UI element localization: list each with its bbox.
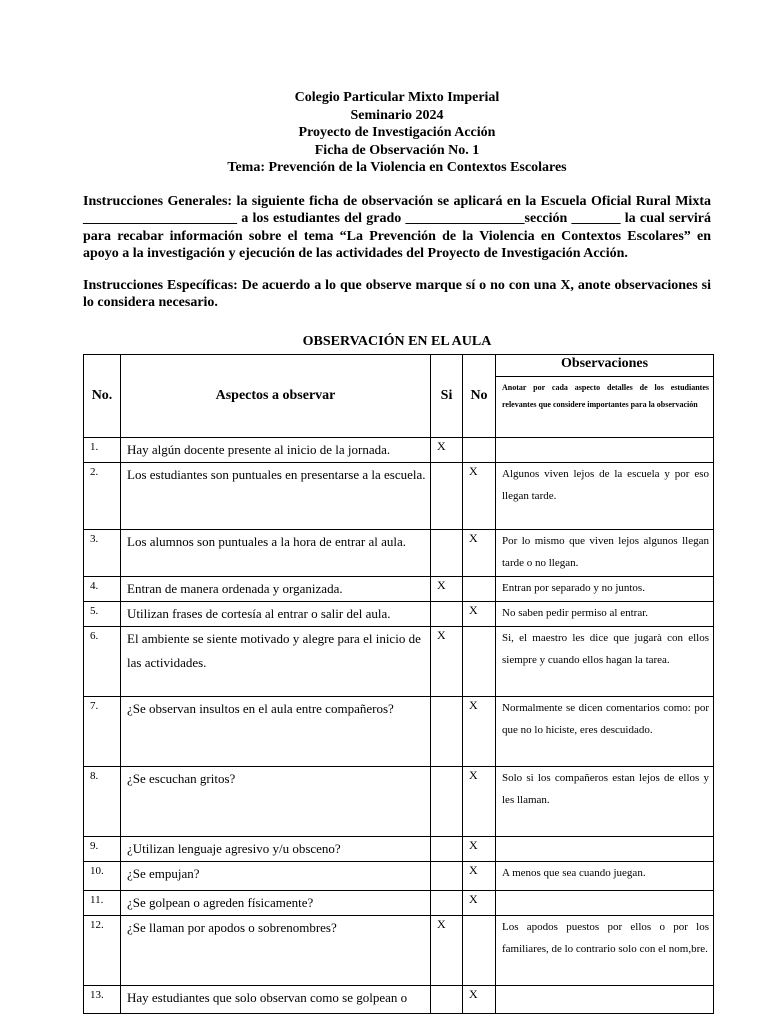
row-number: 9. xyxy=(84,836,121,861)
row-observation xyxy=(496,437,714,462)
row-observation: Normalmente se dicen comentarios como: por que no lo hiciste, eres descuidado. xyxy=(496,696,714,766)
general-instructions: Instrucciones Generales: la siguiente ficha de observación se aplicará en la Escuela Oficial Rural Mixta ______________________ a los estudiantes del grado _________________sección _______ la cual servirá para recabar información sobre el tema “La Prevención de la Violencia en Contextos Escolares” en apoyo a la investigación y ejecución de las actividades del Proyecto de Investigación Acción. xyxy=(83,193,711,261)
row-observation: Si, el maestro les dice que jugarà con ellos siempre y cuando ellos hagan la tarea. xyxy=(496,626,714,696)
header-no-col: No xyxy=(463,354,496,437)
row-observation: Algunos viven lejos de la escuela y por eso llegan tarde. xyxy=(496,462,714,529)
row-si-mark xyxy=(431,890,463,915)
header-no: No. xyxy=(84,354,121,437)
header-aspect: Aspectos a observar xyxy=(121,354,431,437)
row-aspect: ¿Se golpean o agreden físicamente? xyxy=(121,890,431,915)
row-no-mark xyxy=(463,437,496,462)
row-aspect: Utilizan frases de cortesía al entrar o salir del aula. xyxy=(121,601,431,626)
table-row xyxy=(84,437,714,462)
row-aspect: Los alumnos son puntuales a la hora de entrar al aula. xyxy=(121,529,431,576)
row-no-mark: X xyxy=(463,601,496,626)
row-observation: Los apodos puestos por ellos o por los familiares, de lo contrario solo con el nom,bre. xyxy=(496,915,714,985)
row-number: 2. xyxy=(84,462,121,529)
header-observations-cell xyxy=(496,354,714,437)
row-aspect: El ambiente se siente motivado y alegre para el inicio de las actividades. xyxy=(121,626,431,696)
table-row xyxy=(84,576,714,601)
row-number: 1. xyxy=(84,437,121,462)
table-row xyxy=(84,836,714,861)
row-no-mark: X xyxy=(463,985,496,1013)
table-row xyxy=(84,529,714,576)
row-aspect: ¿Se llaman por apodos o sobrenombres? xyxy=(121,915,431,985)
row-aspect: ¿Se observan insultos en el aula entre compañeros? xyxy=(121,696,431,766)
row-no-mark: X xyxy=(463,861,496,890)
row-observation xyxy=(496,985,714,1013)
table-row xyxy=(84,766,714,836)
table-row xyxy=(84,915,714,985)
row-no-mark: X xyxy=(463,836,496,861)
row-no-mark: X xyxy=(463,766,496,836)
table-row xyxy=(84,890,714,915)
row-aspect: Entran de manera ordenada y organizada. xyxy=(121,576,431,601)
document-header xyxy=(83,89,711,177)
row-aspect: Hay estudiantes que solo observan como se golpean o xyxy=(121,985,431,1013)
row-number: 11. xyxy=(84,890,121,915)
row-no-mark: X xyxy=(463,462,496,529)
row-no-mark: X xyxy=(463,696,496,766)
table-row xyxy=(84,462,714,529)
form-topic: Tema: Prevención de la Violencia en Contextos Escolares xyxy=(227,160,567,175)
row-si-mark: X xyxy=(431,626,463,696)
table-title: OBSERVACIÓN EN EL AULA xyxy=(302,333,492,349)
row-number: 10. xyxy=(84,861,121,890)
row-aspect: ¿Utilizan lenguaje agresivo y/u obsceno? xyxy=(121,836,431,861)
header-si: Si xyxy=(431,354,463,437)
row-si-mark xyxy=(431,696,463,766)
table-row xyxy=(84,696,714,766)
row-si-mark xyxy=(431,766,463,836)
row-observation: No saben pedir permiso al entrar. xyxy=(496,601,714,626)
row-number: 7. xyxy=(84,696,121,766)
observation-table xyxy=(83,354,714,1014)
row-no-mark: X xyxy=(463,529,496,576)
table-row xyxy=(84,985,714,1013)
row-number: 12. xyxy=(84,915,121,985)
row-observation: A menos que sea cuando juegan. xyxy=(496,861,714,890)
header-observations: Observaciones xyxy=(496,355,713,377)
header-observations-sub: Anotar por cada aspecto detalles de los estudiantes relevantes que considere importantes para la observación xyxy=(502,382,709,409)
row-number: 4. xyxy=(84,576,121,601)
table-row xyxy=(84,861,714,890)
project-name: Proyecto de Investigación Acción xyxy=(298,125,496,140)
row-observation xyxy=(496,890,714,915)
table-row xyxy=(84,626,714,696)
row-observation xyxy=(496,836,714,861)
row-no-mark: X xyxy=(463,890,496,915)
row-aspect: Hay algún docente presente al inicio de la jornada. xyxy=(121,437,431,462)
row-aspect: ¿Se empujan? xyxy=(121,861,431,890)
row-number: 5. xyxy=(84,601,121,626)
row-no-mark xyxy=(463,915,496,985)
row-si-mark xyxy=(431,861,463,890)
row-si-mark xyxy=(431,601,463,626)
row-aspect: ¿Se escuchan gritos? xyxy=(121,766,431,836)
row-number: 13. xyxy=(84,985,121,1013)
seminar-year: Seminario 2024 xyxy=(350,107,444,123)
row-observation: Entran por separado y no juntos. xyxy=(496,576,714,601)
row-no-mark xyxy=(463,626,496,696)
row-si-mark: X xyxy=(431,915,463,985)
row-observation: Por lo mismo que viven lejos algunos llegan tarde o no llegan. xyxy=(496,529,714,576)
row-number: 3. xyxy=(84,529,121,576)
row-number: 8. xyxy=(84,766,121,836)
row-si-mark xyxy=(431,985,463,1013)
row-no-mark xyxy=(463,576,496,601)
row-number: 6. xyxy=(84,626,121,696)
specific-instructions: Instrucciones Específicas: De acuerdo a lo que observe marque sí o no con una X, anote observaciones si lo considera necesario. xyxy=(83,277,711,310)
form-number: Ficha de Observación No. 1 xyxy=(314,142,480,158)
row-observation: Solo si los compañeros estan lejos de ellos y les llaman. xyxy=(496,766,714,836)
row-si-mark xyxy=(431,836,463,861)
document-page xyxy=(83,89,711,1014)
row-aspect: Los estudiantes son puntuales en presentarse a la escuela. xyxy=(121,462,431,529)
row-si-mark xyxy=(431,529,463,576)
row-si-mark: X xyxy=(431,437,463,462)
school-name: Colegio Particular Mixto Imperial xyxy=(294,90,500,105)
row-si-mark xyxy=(431,462,463,529)
row-si-mark: X xyxy=(431,576,463,601)
table-row xyxy=(84,601,714,626)
table-header-row xyxy=(84,354,714,437)
